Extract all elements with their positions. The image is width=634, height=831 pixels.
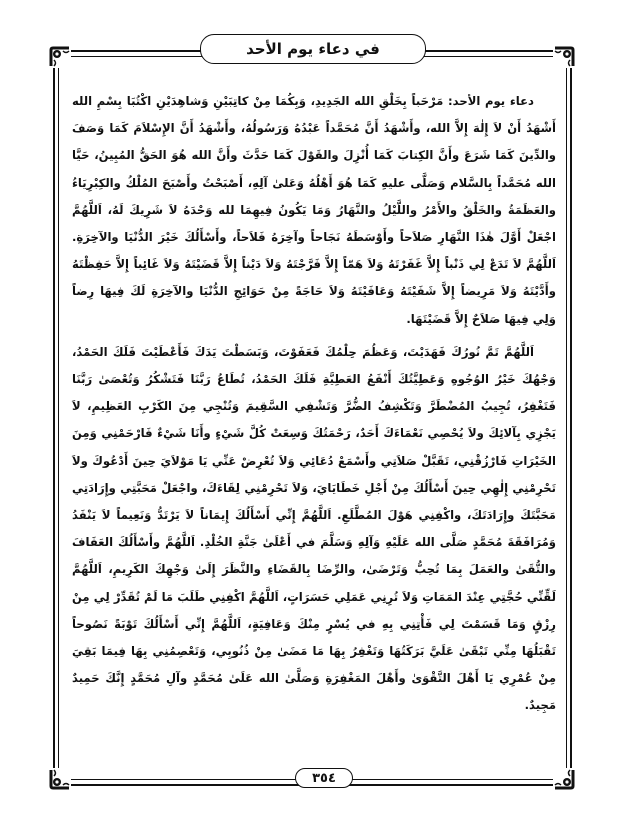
chapter-title: في دعاء يوم الأحد <box>246 40 380 58</box>
prayer-text-body <box>72 88 556 720</box>
ornament-corner-bottom-right-icon <box>553 768 575 790</box>
ornament-corner-bottom-left-icon <box>49 768 71 790</box>
paragraph-1: دعاء يوم الأحد: مَرْحَباً بِخَلْقِ الله الجَدِيدِ، وَبِكُمَا مِنْ كاتِبَيْنِ وَشاهِدَيْنِ اكْتُبَا بِسْمِ الله أَشْهَدُ أَنْ لاَ إِلٰهَ إِلاَّ الله، وأَشْهَدُ أَنَّ مُحَمَّداً عَبْدُهُ وَرَسُولُهُ، وأَشْهَدُ أَنَّ الإِسْلاَمَ كَمَا وَصَفَ والدِّينَ كَمَا شَرَعَ وأَنَّ الكِتابَ كَمَا أُنْزِلَ والقَوْلَ كَمَا حَدَّثَ وأَنَّ الله هُوَ الحَقُّ المُبِينُ، حَيَّا الله مُحَمَّداً بِالسَّلام وَصَلَّى عليهِ كَمَا هُوَ أَهْلُهُ وَعَلىٰ آلِهِ، أَصْبَحْتُ وأَصْبَحَ المُلْكُ والكِبْرِيَاءُ والعَظَمَةُ والخَلْقُ والأَمْرُ واللَّيْلُ والنَّهَارُ وَمَا يَكُونُ فِيهِمَا لله وَحْدَهُ لاَ شَرِيكَ لَهُ، اَللَّهُمَّ اجْعَلْ أَوَّلَ هٰذَا النَّهَارِ صَلاَحاً وأَوْسَطَهُ نَجَاحاً وآخِرَهُ فَلاَحاً، وأَسْأَلُكَ خَيْرَ الدُّنْيَا والآخِرَةِ. اَللَّهُمَّ لاَ تَدَعْ لِي ذَنْباً إِلاَّ غَفَرْتَهُ وَلاَ هَمّاً إِلاَّ فَرَّجْتَهُ وَلاَ دَيْناً إِلاَّ قَضَيْتَهُ وَلاَ غَائِباً إِلاَّ حَفِظْتَهُ وأَدَّيْتَهُ وَلاَ مَرِيضاً إِلاَّ شَفَيْتَهُ وَعَافَيْتَهُ وَلاَ حَاجَةً مِنْ حَوَائِجِ الدُّنْيَا والآخِرَةِ لَكَ فِيهَا رِضاً وَلِي فِيهَا صَلاَحٌ إِلاَّ قَضَيْتَهَا. <box>72 94 556 326</box>
ornament-corner-top-left-icon <box>49 46 71 68</box>
page-number-box <box>295 768 353 788</box>
ornament-corner-top-right-icon <box>553 46 575 68</box>
page-number: ٣٥٤ <box>312 770 336 786</box>
paragraph-2: اَللَّهُمَّ تَمَّ نُورُكَ فَهَدَيْتَ، وَعَظُمَ حِلْمُكَ فَعَفَوْتَ، وَبَسَطْتَ يَدَكَ فَأَعْطَيْتَ فَلَكَ الحَمْدُ، وَجْهُكَ خَيْرُ الوُجُوهِ وَعَطِيَّتُكَ أَنْفَعُ العَطِيَّةِ فَلَكَ الحَمْدُ، تُطَاعُ رَبَّنَا فَتَشْكُرُ وَتُعْصَىٰ رَبَّنَا فَتَغْفِرُ، تُجِيبُ المُضْطَرَّ وَتَكْشِفُ الضُّرَّ وَتَشْفِي السَّقِيمَ وَتُنْجِي مِنَ الكَرْبِ العَظِيمِ، لاَ يَجْزِي بِآلائِكَ ولاَ يُحْصِي نَعْمَاءَكَ أَحَدٌ، رَحْمَتُكَ وَسِعَتْ كُلَّ شَيْءٍ وأَنَا شَيْءٌ فَارْحَمْنِي وَمِنَ الخَيْرَاتِ فَارْزُقْنِي، تَقَبَّلْ صَلاَتِي وأَسْمَعْ دُعَائِي وَلاَ تُعْرِضْ عَنِّي يَا مَوْلاَيَ حِينَ أَدْعُوكَ ولاَ تَحْرِمْنِي إِلٰهِي حِينَ أَسْأَلُكَ مِنْ أَجْلِ خَطَايَايَ، وَلاَ تَحْرِمْنِي لِقَاءَكَ، واجْعَلْ مَحَبَّتِي وإِرَادَتِي مَحَبَّتَكَ وإِرَادَتَكَ، واكْفِنِي هَوْلَ المُطَّلَعِ. اَللَّهُمَّ إِنِّي أَسْأَلُكَ إِيمَاناً لاَ يَرْتَدُّ وَنَعِيماً لاَ يَنْفَدُ وَمُرَافَقَةَ مُحَمَّدٍ صَلَّى الله عَلَيْهِ وَآلِهِ وَسَلَّمَ في أَعْلَىٰ جَنَّةِ الخُلْدِ. اَللَّهُمَّ وأَسْأَلُكَ العَفَافَ والتُّقَىٰ والعَمَلَ بِمَا تُحِبُّ وَتَرْضَىٰ، والرِّضَا بِالقَضَاءِ والنَّظَرَ إِلَىٰ وَجْهِكَ الكَرِيمِ، اَللَّهُمَّ لَقِّنِّي حُجَّتِي عِنْدَ المَمَاتِ وَلاَ تُرِنِي عَمَلِي حَسَرَاتٍ، اَللَّهُمَّ اكْفِنِي طَلَبَ مَا لَمْ تُقَدِّرْ لِي مِنْ رِزْقٍ وَمَا قَسَمْتَ لِي فَأْتِنِي بِهِ في يُسْرٍ مِنْكَ وَعَافِيَةٍ، اَللَّهُمَّ إِنِّي أَسْأَلُكَ تَوْبَةً نَصُوحاً تَقْبَلُهَا مِنِّي تَبْقَىٰ عَلَيَّ بَرَكَتُهَا وَتَغْفِرُ بِهَا مَا مَضَىٰ مِنْ ذُنُوبِي، وَتَعْصِمُنِي بِهَا فِيمَا بَقِيَ مِنْ عُمْرِي يَا أَهْلَ التَّقْوَىٰ وأَهْلَ المَغْفِرَةِ وَصَلَّىٰ الله عَلَىٰ مُحَمَّدٍ وآلِ مُحَمَّدٍ إِنَّكَ حَمِيدٌ مَجِيدٌ. <box>72 344 556 713</box>
chapter-title-box <box>200 34 426 64</box>
